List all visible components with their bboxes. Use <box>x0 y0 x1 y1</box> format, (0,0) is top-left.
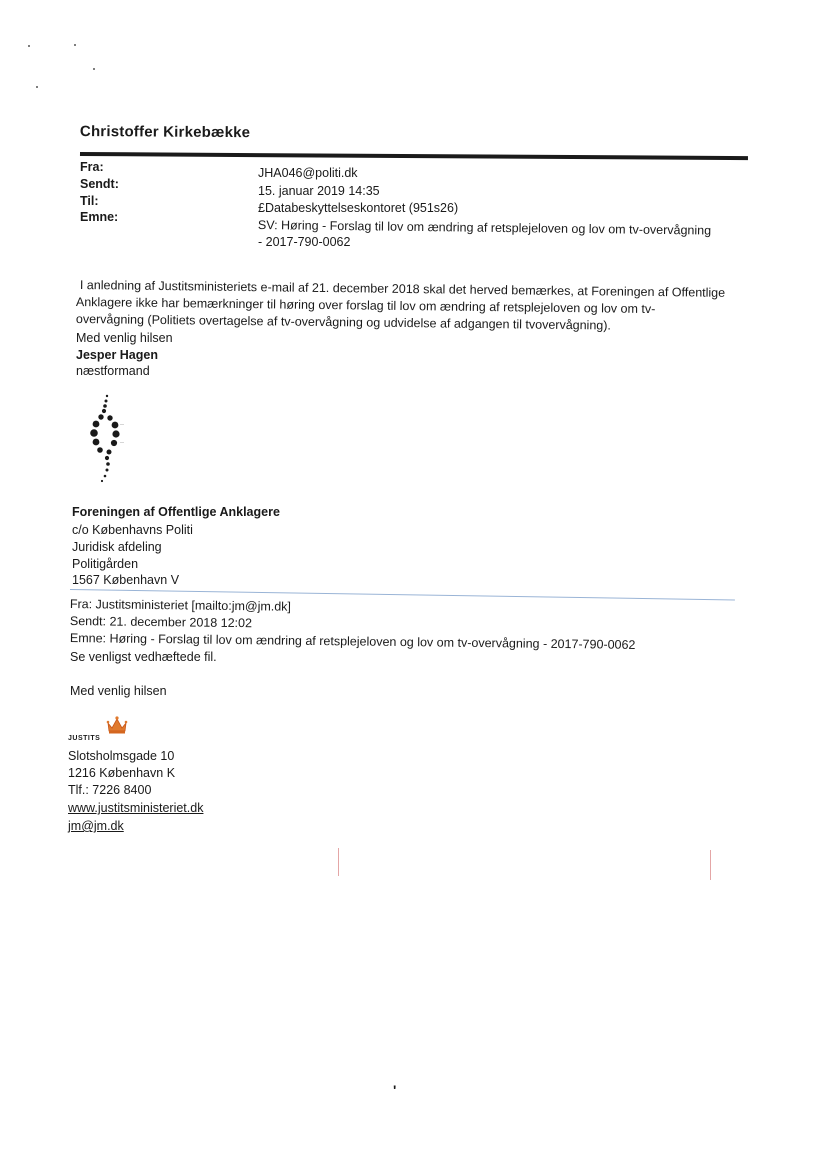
forwarded-greeting: Med venlig hilsen <box>70 684 167 698</box>
scan-speck <box>74 44 76 46</box>
organization-line-4: 1567 København V <box>72 573 180 587</box>
body-line-3: overvågning (Politiets overtagelse af tv-overvågning og udvidelse af adgangen til tvovervågning). <box>75 312 612 333</box>
body-line-2: Anklagere ikke har bemærkninger til høring over forslag til lov om ændring af retsplejeloven og lov om tv- <box>75 295 656 317</box>
subject-label: Emne: <box>80 210 119 224</box>
scan-speck <box>36 86 38 88</box>
sender-name: Christoffer Kirkebække <box>79 123 251 142</box>
organization-line-1: c/o Københavns Politi <box>72 523 193 537</box>
from-label: Fra: <box>80 160 104 174</box>
forwarded-subject: Emne: Høring - Forslag til lov om ændring af retsplejeloven og lov om tv-overvågning - 2017-790-0062 <box>69 631 636 652</box>
crown-icon <box>106 715 128 735</box>
sent-value: 15. januar 2019 14:35 <box>258 184 380 198</box>
signer-name: Jesper Hagen <box>76 348 158 362</box>
subject-value-cont: - 2017-790-0062 <box>258 235 351 249</box>
scan-speck <box>28 45 30 47</box>
organization-line-3: Politigården <box>72 557 139 571</box>
forwarded-note: Se venligst vedhæftede fil. <box>70 650 217 664</box>
greeting: Med venlig hilsen <box>76 331 173 345</box>
ministry-logo-wordmark: JUSTITS <box>68 735 101 742</box>
from-value: JHA046@politi.dk <box>258 166 358 180</box>
association-logo-icon <box>86 392 126 492</box>
to-value: £Databeskyttelseskontoret (951s26) <box>258 201 459 215</box>
ministry-city: 1216 København K <box>68 766 176 780</box>
organization-line-2: Juridisk afdeling <box>72 540 162 554</box>
forwarded-from: Fra: Justitsministeriet [mailto:jm@jm.dk] <box>69 597 292 614</box>
organization-name: Foreningen af Offentlige Anklagere <box>72 505 280 519</box>
body-line-1: I anledning af Justitsministeriets e-mail af 21. december 2018 skal det herved bemærkes, at Foreningen af Offentlige <box>79 278 726 300</box>
forwarded-sent: Sendt: 21. december 2018 12:02 <box>69 614 253 631</box>
scan-margin-mark <box>338 848 339 876</box>
to-label: Til: <box>80 194 99 208</box>
sent-label: Sendt: <box>80 177 119 191</box>
scan-margin-mark <box>710 850 711 880</box>
ministry-phone: Tlf.: 7226 8400 <box>68 783 152 797</box>
ministry-address: Slotsholmsgade 10 <box>68 749 175 763</box>
scan-speck <box>93 68 95 70</box>
subject-value: SV: Høring - Forslag til lov om ændring af retsplejeloven og lov om tv-overvågning <box>257 218 712 238</box>
page-mark: ' <box>393 1082 397 1098</box>
ministry-website-link[interactable]: www.justitsministeriet.dk <box>68 801 204 815</box>
ministry-email-link[interactable]: jm@jm.dk <box>68 819 124 833</box>
signer-title: næstformand <box>76 364 150 378</box>
header-divider <box>80 152 748 160</box>
